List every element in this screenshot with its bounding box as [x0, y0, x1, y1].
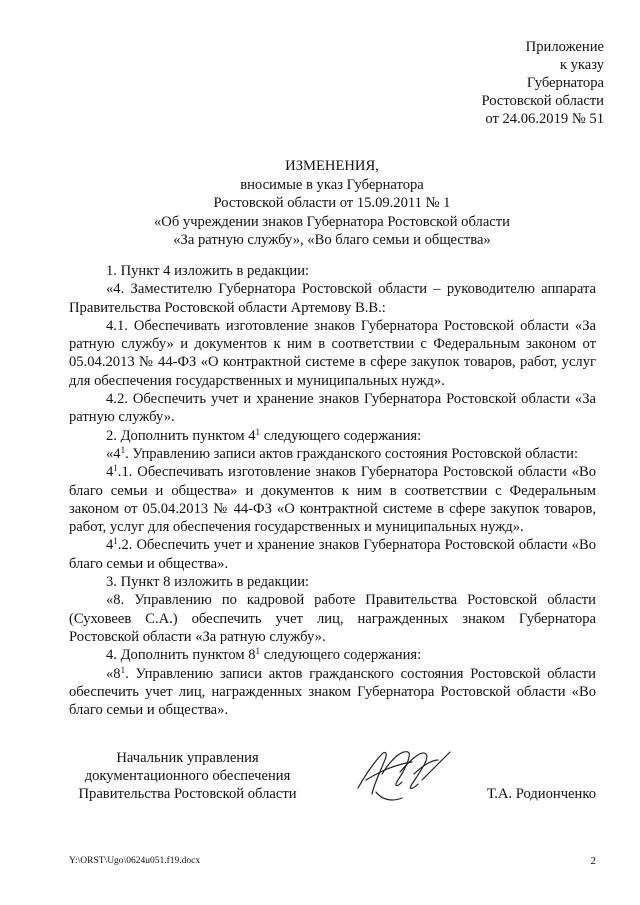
paragraph-12-text: «8: [106, 665, 121, 682]
paragraph-1: 1. Пункт 4 изложить в редакции:: [106, 263, 310, 279]
superscript: 1: [120, 664, 126, 675]
paragraph-8-text: 4: [106, 537, 114, 554]
position-line-1: Начальник управления: [116, 750, 259, 766]
title-line-2: вносимые в указ Губернатора: [240, 176, 424, 193]
paragraph-11-text: 4. Дополнить пунктом 8: [106, 647, 256, 664]
superscript: 1: [120, 444, 126, 455]
signatory-position: [70, 749, 305, 803]
appendix-line-4: Ростовской области: [481, 93, 604, 109]
paragraph-6-text: «4: [106, 445, 121, 462]
title-line-5: «За ратную службу», «Во благо семьи и общества»: [173, 232, 491, 248]
appendix-line-3: Губернатора: [526, 75, 604, 91]
paragraph-2: «4. Заместителю Губернатора Ростовской области – руководителю аппарата Правительства Ростовской области Артемову В.В.:: [69, 281, 596, 316]
paragraph-7-text: 4: [106, 464, 114, 481]
paragraph-4: 4.2. Обеспечить учет и хранение знаков Губернатора Ростовской области «За ратную службу».: [69, 391, 596, 426]
appendix-line-2: к указу: [559, 57, 604, 73]
appendix-header: [380, 38, 604, 128]
paragraph-5-tail: следующего содержания:: [260, 427, 422, 444]
handwritten-signature: [352, 744, 462, 806]
paragraph-11: [69, 646, 596, 664]
page-number: 2: [590, 855, 596, 867]
position-line-2: документационного обеспечения: [84, 768, 291, 784]
position-line-3: Правительства Ростовской области: [78, 786, 297, 802]
document-body: [69, 262, 596, 719]
paragraph-5-text: 2. Дополнить пунктом 4: [106, 427, 256, 444]
paragraph-8-tail: .2. Обеспечить учет и хранение знаков Губернатора Ростовской области «Во благо семьи и общества».: [69, 537, 596, 572]
document-title: [68, 157, 596, 250]
superscript: 1: [113, 463, 118, 474]
superscript: 1: [113, 536, 118, 547]
paragraph-11-tail: следующего содержания:: [260, 647, 422, 664]
title-line-3: Ростовской области от 15.09.2011 № 1: [213, 195, 451, 211]
paragraph-5: [69, 427, 596, 445]
title-line-4: «Об учреждении знаков Губернатора Ростовской области: [154, 213, 510, 230]
paragraph-7-tail: .1. Обеспечивать изготовление знаков Губернатора Ростовской области «Во благо семьи и общества» и документов к ним в соответствии с Федеральным законом от 05.04.2013 № 44-ФЗ «О контрактной системе в сфере закупок товаров, работ, услуг для обеспечения государственных и муниципальных нужд».: [69, 464, 596, 536]
file-path: Y:\ORST\Ugo\0624u051.f19.docx: [69, 856, 201, 866]
appendix-line-5: от 24.06.2019 № 51: [485, 111, 604, 127]
paragraph-9: 3. Пункт 8 изложить в редакции:: [106, 574, 310, 591]
paragraph-12-tail: . Управлению записи актов гражданского состояния Ростовской области обеспечить учет лиц, награжденных знаком Губернатора Ростовской области «Во благо семьи и общества».: [69, 665, 596, 719]
title-heading: ИЗМЕНЕНИЯ,: [285, 158, 379, 174]
paragraph-6: [69, 445, 596, 463]
paragraph-10: «8. Управлению по кадровой работе Правительства Ростовской области (Суховеев С.А.) обеспечить учет лиц, награжденных знаком Губернатора Ростовской области «За ратную службу».: [69, 592, 596, 645]
superscript: 1: [255, 646, 261, 657]
paragraph-12: [69, 665, 596, 720]
appendix-line-1: Приложение: [525, 39, 604, 55]
paragraph-8: [69, 536, 596, 573]
paragraph-7: [69, 463, 596, 536]
paragraph-3: 4.1. Обеспечивать изготовление знаков Губернатора Ростовской области «За ратную службу» и документов к ним в соответствии с Федеральным законом от 05.04.2013 № 44-ФЗ «О контрактной системе в сфере закупок товаров, работ, услуг для обеспечения государственных и муниципальных нужд».: [69, 317, 596, 389]
signatory-name: Т.А. Родионченко: [486, 786, 596, 802]
superscript: 1: [255, 426, 261, 437]
paragraph-6-tail: . Управлению записи актов гражданского состояния Ростовской области:: [125, 445, 579, 462]
